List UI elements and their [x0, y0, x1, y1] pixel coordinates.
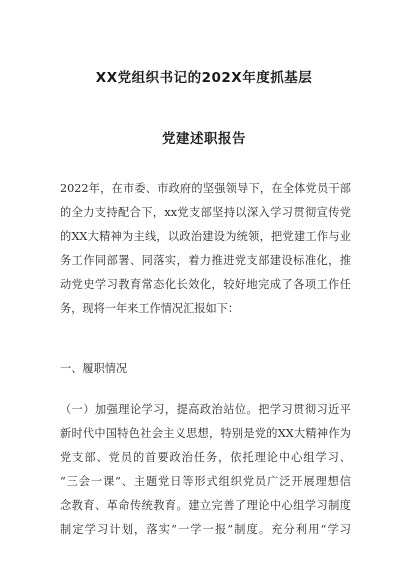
paragraph-line: 的全力支持配合下，xx党支部坚持以深入学习贯彻宣传党: [60, 206, 351, 219]
paragraph-line: 念教育、革命传统教育。建立完善了理论中心组学习制度: [60, 499, 351, 512]
paragraph-line: “三会一课”、主题党日等形式组织党员广泛开展理想信: [60, 475, 351, 488]
paragraph-line: 务工作同部署、同落实，着力推进党支部建设标准化，推: [60, 254, 351, 267]
paragraph-line: 动党史学习教育常态化长效化，较好地完成了各项工作任: [60, 278, 351, 291]
paragraph-line: （一）加强理论学习，提高政治站位。把学习贯彻习近平: [60, 403, 351, 416]
document-title-line-2: 党建述职报告: [162, 131, 246, 147]
document-title-line-1: XX党组织书记的202X年度抓基层: [95, 70, 313, 86]
paragraph-line: 党支部、党员的首要政治任务，依托理论中心组学习、: [60, 451, 351, 464]
paragraph-line: 2022年，在市委、市政府的坚强领导下，在全体党员干部: [60, 182, 351, 195]
paragraph-line: 务，现将一年来工作情况汇报如下：: [60, 302, 240, 315]
section-heading-text: 一、履职情况: [60, 362, 128, 375]
paragraph-line: 的XX大精神为主线，以政治建设为统领，把党建工作与业: [60, 230, 351, 243]
paragraph-line: 制定学习计划，落实“一学一报”制度。充分利用“学习: [60, 523, 351, 536]
paragraph-line: 新时代中国特色社会主义思想，特别是党的XX大精神作为: [60, 427, 351, 440]
